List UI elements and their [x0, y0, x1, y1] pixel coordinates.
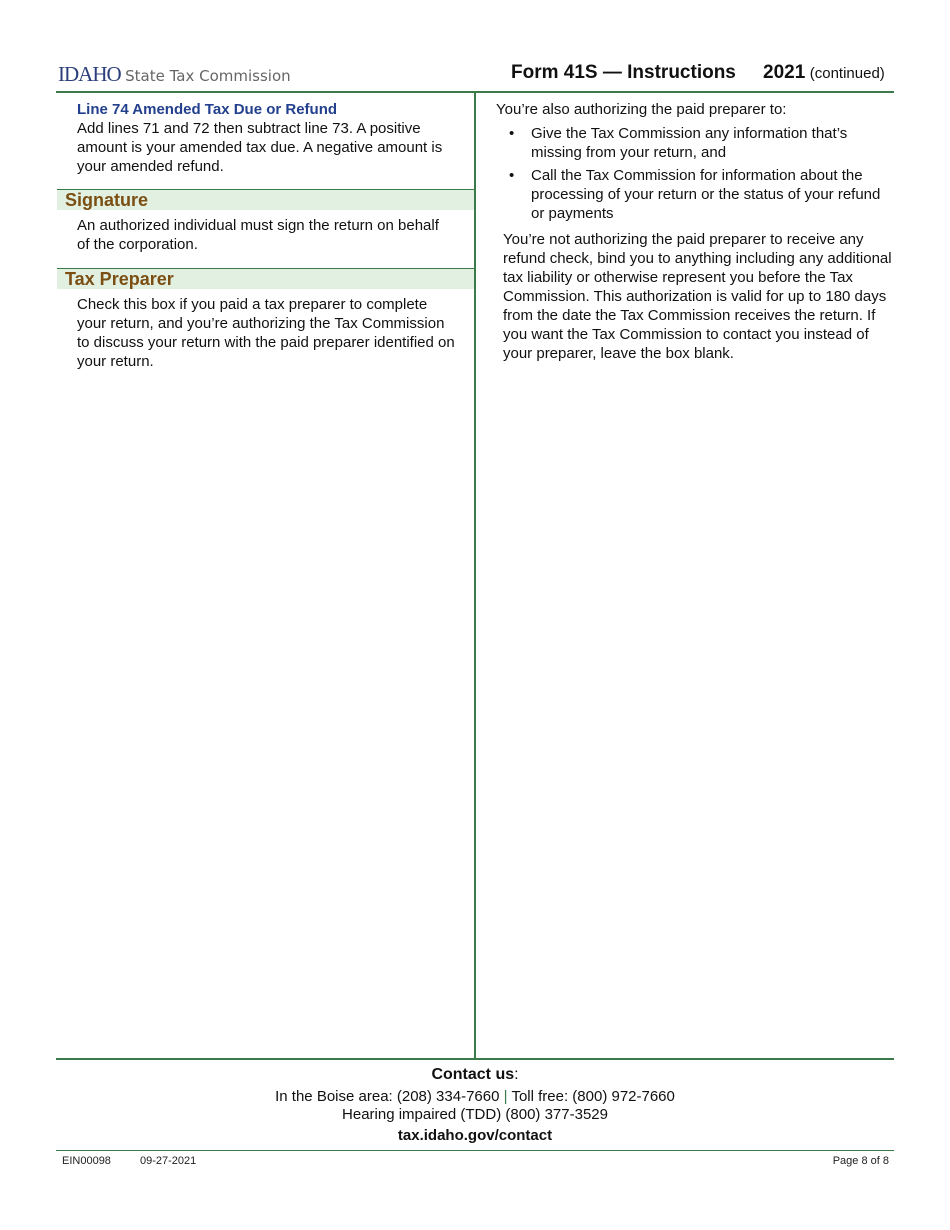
contact-heading — [0, 1066, 950, 1084]
preparer-text: Check this box if you paid a tax preparer to complete your return, and you’re authorizing the Tax Commission to discuss your return with the paid preparer identified on your return. — [77, 296, 455, 370]
contact-phones — [0, 1087, 950, 1106]
bullet-icon: • — [509, 167, 515, 184]
year-value: 2021 — [763, 62, 806, 83]
signature-text: An authorized individual must sign the return on behalf of the corporation. — [77, 217, 439, 253]
preparer-title: Tax Preparer — [65, 269, 174, 289]
line74-heading: Line 74 Amended Tax Due or Refund — [77, 101, 338, 118]
bullet-text: Call the Tax Commission for information about the processing of your return or the status of your refund or payments — [531, 167, 881, 222]
list-item — [496, 124, 886, 162]
boise-phone: In the Boise area: (208) 334-7660 — [275, 1088, 500, 1105]
authorization-paragraph: You’re not authorizing the paid preparer to receive any refund check, bind you to anything including any additional tax liability or otherwise represent you before the Tax Commission. This authorization is valid for up to 180 days from the date the Tax Commission receives the return. If you want the Tax Commission to contact you instead of your preparer, leave the box blank. — [503, 231, 892, 362]
column-divider — [474, 92, 476, 1059]
bullet-icon: • — [509, 125, 515, 142]
authorization-intro: You’re also authorizing the paid preparer to: — [496, 101, 787, 118]
form-title: Form 41S — Instructions — [511, 62, 736, 83]
bullet-text: Give the Tax Commission any information that’s missing from your return, and — [531, 125, 848, 161]
line74-text: Add lines 71 and 72 then subtract line 73. A positive amount is your amended tax due. A negative amount is your amended refund. — [77, 120, 443, 175]
agency-logo — [58, 62, 291, 87]
list-item — [496, 166, 886, 223]
authorization-list — [496, 124, 886, 227]
contact-rule — [56, 1058, 894, 1060]
continued-label: (continued) — [809, 65, 885, 82]
phone-separator: | — [503, 1088, 508, 1105]
tdd-phone: Hearing impaired (TDD) (800) 377-3529 — [342, 1106, 608, 1123]
logo-idaho-wordmark: IDAHO — [58, 62, 121, 86]
contact-heading-colon: : — [514, 1066, 519, 1083]
contact-heading-text: Contact us — [431, 1066, 515, 1083]
logo-agency-name: State Tax Commission — [125, 67, 291, 85]
tollfree-phone: Toll free: (800) 972-7660 — [511, 1088, 675, 1105]
page-number: Page 8 of 8 — [832, 1155, 889, 1167]
contact-url[interactable]: tax.idaho.gov/contact — [397, 1127, 553, 1144]
signature-title: Signature — [65, 190, 149, 210]
form-year — [763, 62, 885, 84]
form-id: EIN00098 — [62, 1155, 111, 1167]
footer-rule — [56, 1150, 894, 1151]
revision-date: 09-27-2021 — [140, 1155, 197, 1167]
